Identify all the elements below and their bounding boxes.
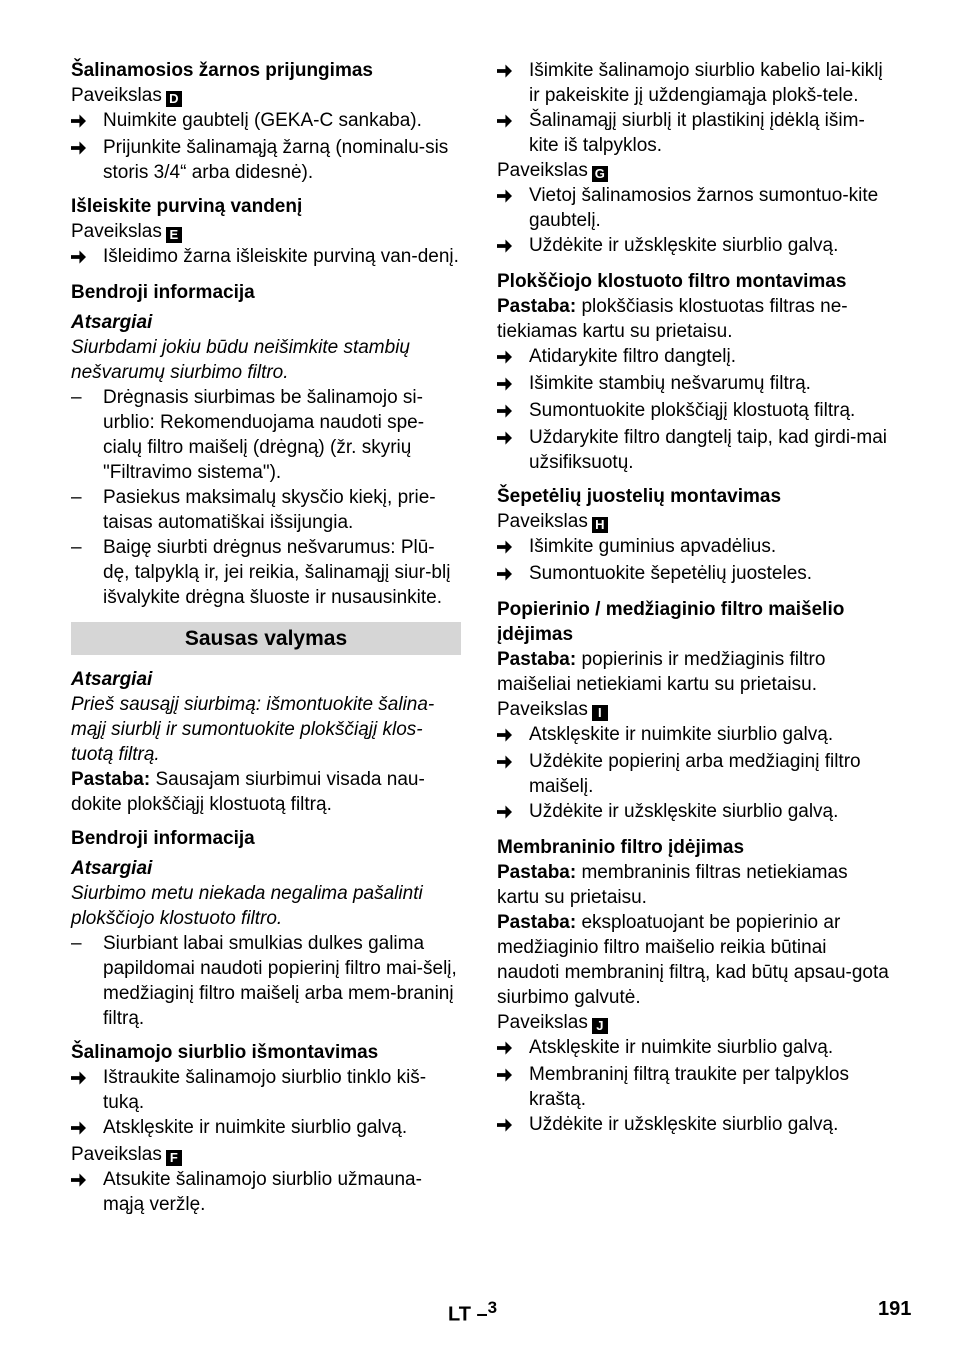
step-bullet [497, 1112, 529, 1139]
step-item [497, 183, 889, 233]
arrow-right-icon [497, 1041, 512, 1055]
step-text: Ištraukite šalinamojo siurblio tinklo kiš-tuką. [103, 1067, 427, 1113]
step-list [497, 534, 889, 588]
step-bullet [497, 1062, 529, 1089]
figure-letter: I [592, 705, 608, 721]
figure-ref [497, 509, 889, 534]
footer-subpage: 3 [487, 1298, 498, 1317]
step-text: Atsukite šalinamojo siurblio užmauna-mąją veržlę. [103, 1169, 422, 1215]
figure-ref [71, 219, 461, 244]
note-text: popierinis ir medžiaginis filtro maišeliai netiekiami kartu su prietaisu. [497, 649, 826, 695]
arrow-right-icon [497, 805, 512, 819]
caution-text: Siurbimo metu niekada negalima pašalinti plokščiojo klostuoto filtro. [71, 883, 423, 929]
dash-text: Drėgnasis siurbimas be šalinamojo si-urblio: Rekomenduojama naudoti spe-cialų filtro maišelį (drėgną) (žr. skyrių "Filtravimo sistema"). [103, 387, 425, 483]
section-title: Membraninio filtro įdėjimas [497, 837, 745, 858]
step-item [497, 722, 889, 749]
step-text: Uždėkite popierinį arba medžiaginį filtro maišelį. [529, 751, 861, 797]
section-title: Išleiskite purviną vandenį [71, 196, 303, 217]
figure-ref [497, 1010, 889, 1035]
dash-bullet: – [71, 387, 82, 408]
figure-ref [71, 1142, 461, 1167]
note [71, 767, 461, 817]
step-text: Atidarykite filtro dangtelį. [529, 346, 736, 367]
step-list [497, 722, 889, 826]
step-bullet [71, 1115, 103, 1142]
dash-item [71, 385, 461, 485]
step-text: Uždėkite ir užsklęskite siurblio galvą. [529, 1114, 839, 1135]
arrow-right-icon [71, 1071, 86, 1085]
footer-lang: LT [448, 1303, 471, 1326]
dash-bullet: – [71, 487, 82, 508]
step-item [497, 561, 889, 588]
step-item [71, 135, 461, 185]
step-list [71, 1065, 461, 1142]
footer-separator: – [476, 1303, 488, 1326]
step-list [497, 344, 889, 475]
arrow-right-icon [497, 1118, 512, 1132]
step-text: Nuimkite gaubtelį (GEKA-C sankaba). [103, 110, 422, 131]
step-text: Prijunkite šalinamąją žarną (nominalu-sis storis 3/4“ arba didesnė). [103, 137, 449, 183]
note-text: eksploatuojant be popierinio ar medžiaginio filtro maišelio reikia būtinai naudoti membraninį filtrą, kad būtų apsau-gota siurbimo galvutė. [497, 912, 889, 1008]
figure-letter: G [592, 166, 608, 182]
figure-ref [71, 83, 461, 108]
arrow-right-icon [497, 404, 512, 418]
step-bullet [71, 1065, 103, 1092]
arrow-right-icon [497, 64, 512, 78]
step-bullet [497, 799, 529, 826]
figure-letter: F [166, 1150, 182, 1166]
arrow-right-icon [497, 431, 512, 445]
step-item [497, 108, 889, 158]
step-bullet [71, 135, 103, 162]
step-text: Išimkite stambių nešvarumų filtrą. [529, 373, 811, 394]
note-text: membraninis filtras netiekiamas kartu su prietaisu. [497, 862, 848, 908]
note-text: Sausajam siurbimui visada nau-dokite plokščiąjį klostuotą filtrą. [71, 769, 425, 815]
arrow-right-icon [497, 350, 512, 364]
step-item [497, 1035, 889, 1062]
step-item [71, 1167, 461, 1217]
step-bullet [71, 1167, 103, 1194]
dash-list [71, 385, 461, 610]
arrow-right-icon [71, 1121, 86, 1135]
figure-letter: E [166, 227, 182, 243]
note-label: Pastaba: [71, 769, 151, 790]
step-bullet [71, 244, 103, 271]
note-label: Pastaba: [497, 912, 577, 933]
step-item [497, 1112, 889, 1139]
arrow-right-icon [497, 189, 512, 203]
step-text: Uždėkite ir užsklęskite siurblio galvą. [529, 235, 839, 256]
caution-text: Siurbdami jokiu būdu neišimkite stambių nešvarumų siurbimo filtro. [71, 337, 410, 383]
step-bullet [497, 371, 529, 398]
step-text: Išimkite šalinamojo siurblio kabelio lai-kiklį ir pakeiskite jį uždengiamąja plokš-tele. [529, 60, 883, 106]
dash-bullet: – [71, 537, 82, 558]
step-item [497, 233, 889, 260]
figure-letter: H [592, 517, 608, 533]
arrow-right-icon [71, 1173, 86, 1187]
section-title: Bendroji informacija [71, 828, 255, 849]
figure-letter: D [166, 91, 182, 107]
note [497, 910, 889, 1010]
figure-label: Paveikslas [497, 511, 588, 532]
arrow-right-icon [497, 1068, 512, 1082]
arrow-right-icon [497, 540, 512, 554]
caution-label: Atsargiai [71, 312, 153, 333]
step-text: Atsklęskite ir nuimkite siurblio galvą. [529, 1037, 834, 1058]
step-item [497, 534, 889, 561]
figure-label: Paveikslas [71, 1144, 162, 1165]
arrow-right-icon [497, 728, 512, 742]
section-title: Bendroji informacija [71, 282, 255, 303]
step-bullet [497, 58, 529, 85]
arrow-right-icon [497, 239, 512, 253]
dash-bullet: – [71, 933, 82, 954]
arrow-right-icon [497, 114, 512, 128]
figure-label: Paveikslas [497, 1012, 588, 1033]
step-item [497, 58, 889, 108]
step-text: Šalinamąjį siurblį it plastikinį įdėklą išim-kite iš talpyklos. [529, 110, 865, 156]
step-item [497, 1062, 889, 1112]
step-item [497, 344, 889, 371]
step-item [497, 749, 889, 799]
arrow-right-icon [71, 114, 86, 128]
arrow-right-icon [71, 250, 86, 264]
arrow-right-icon [497, 377, 512, 391]
step-bullet [497, 344, 529, 371]
left-column [71, 58, 461, 1217]
note-text: plokščiasis klostuotas filtras ne-tiekiamas kartu su prietaisu. [497, 296, 848, 342]
dash-item [71, 931, 461, 1031]
step-text: Sumontuokite plokščiąjį klostuotą filtrą. [529, 400, 856, 421]
figure-label: Paveikslas [497, 160, 588, 181]
note [497, 860, 889, 910]
section-title: Šalinamojo siurblio išmontavimas [71, 1042, 379, 1063]
right-column [497, 58, 889, 1139]
step-text: Sumontuokite šepetėlių juosteles. [529, 563, 813, 584]
arrow-right-icon [71, 141, 86, 155]
step-list [497, 183, 889, 260]
figure-label: Paveikslas [497, 699, 588, 720]
step-list [71, 244, 461, 271]
figure-letter: J [592, 1018, 608, 1034]
note-label: Pastaba: [497, 649, 577, 670]
step-text: Vietoj šalinamosios žarnos sumontuo-kite gaubtelį. [529, 185, 879, 231]
step-list [497, 1035, 889, 1139]
section-title: Šepetėlių juostelių montavimas [497, 486, 782, 507]
figure-label: Paveikslas [71, 85, 162, 106]
section-banner: Sausas valymas [71, 622, 461, 655]
step-list [497, 58, 889, 158]
step-bullet [497, 108, 529, 135]
note [497, 647, 889, 697]
dash-item [71, 485, 461, 535]
dash-text: Baigę siurbti drėgnus nešvarumus: Plū-dę, talpyklą ir, jei reikia, šalinamąjį siur-blį išvalykite drėgna šluoste ir nusausinkite. [103, 537, 451, 608]
step-bullet [497, 534, 529, 561]
section-title: Popierinio / medžiaginio filtro maišelio įdėjimas [497, 599, 845, 645]
step-text: Atsklęskite ir nuimkite siurblio galvą. [529, 724, 834, 745]
step-bullet [497, 1035, 529, 1062]
page-number: 191 [878, 1298, 912, 1320]
arrow-right-icon [497, 567, 512, 581]
note-label: Pastaba: [497, 862, 577, 883]
step-item [497, 799, 889, 826]
dash-text: Siurbiant labai smulkias dulkes galima papildomai naudoti popierinį filtro mai-šelį, medžiaginį filtro maišelį arba mem-braninį filtrą. [103, 933, 457, 1029]
section-title: Šalinamosios žarnos prijungimas [71, 60, 373, 81]
step-bullet [497, 749, 529, 776]
step-text: Išimkite guminius apvadėlius. [529, 536, 777, 557]
step-item [71, 108, 461, 135]
dash-list [71, 931, 461, 1031]
step-item [497, 425, 889, 475]
section-title: Plokščiojo klostuoto filtro montavimas [497, 271, 847, 292]
step-list [71, 1167, 461, 1217]
step-text: Uždėkite ir užsklęskite siurblio galvą. [529, 801, 839, 822]
step-bullet [497, 233, 529, 260]
note [497, 294, 889, 344]
figure-ref [497, 697, 889, 722]
arrow-right-icon [497, 755, 512, 769]
step-list [71, 108, 461, 185]
step-item [71, 1115, 461, 1142]
note-label: Pastaba: [497, 296, 577, 317]
step-text: Atsklęskite ir nuimkite siurblio galvą. [103, 1117, 408, 1138]
step-text: Uždarykite filtro dangtelį taip, kad girdi-mai užsifiksuotų. [529, 427, 887, 473]
step-bullet [497, 561, 529, 588]
footer-language [448, 1298, 497, 1327]
step-item [497, 371, 889, 398]
step-bullet [497, 398, 529, 425]
step-item [71, 1065, 461, 1115]
caution-label: Atsargiai [71, 858, 153, 879]
figure-label: Paveikslas [71, 221, 162, 242]
step-bullet [71, 108, 103, 135]
caution-text: Prieš sausąjį siurbimą: išmontuokite šalina-mąjį siurblį ir sumontuokite plokščiąjį klos-tuotą filtrą. [71, 694, 435, 765]
dash-item [71, 535, 461, 610]
step-bullet [497, 425, 529, 452]
step-item [497, 398, 889, 425]
dash-text: Pasiekus maksimalų skysčio kiekį, prie-taisas automatiškai išsijungia. [103, 487, 436, 533]
step-item [71, 244, 461, 271]
step-text: Membraninį filtrą traukite per talpyklos kraštą. [529, 1064, 849, 1110]
step-bullet [497, 183, 529, 210]
step-text: Išleidimo žarna išleiskite purviną van-denį. [103, 246, 459, 267]
caution-label: Atsargiai [71, 669, 153, 690]
step-bullet [497, 722, 529, 749]
figure-ref [497, 158, 889, 183]
